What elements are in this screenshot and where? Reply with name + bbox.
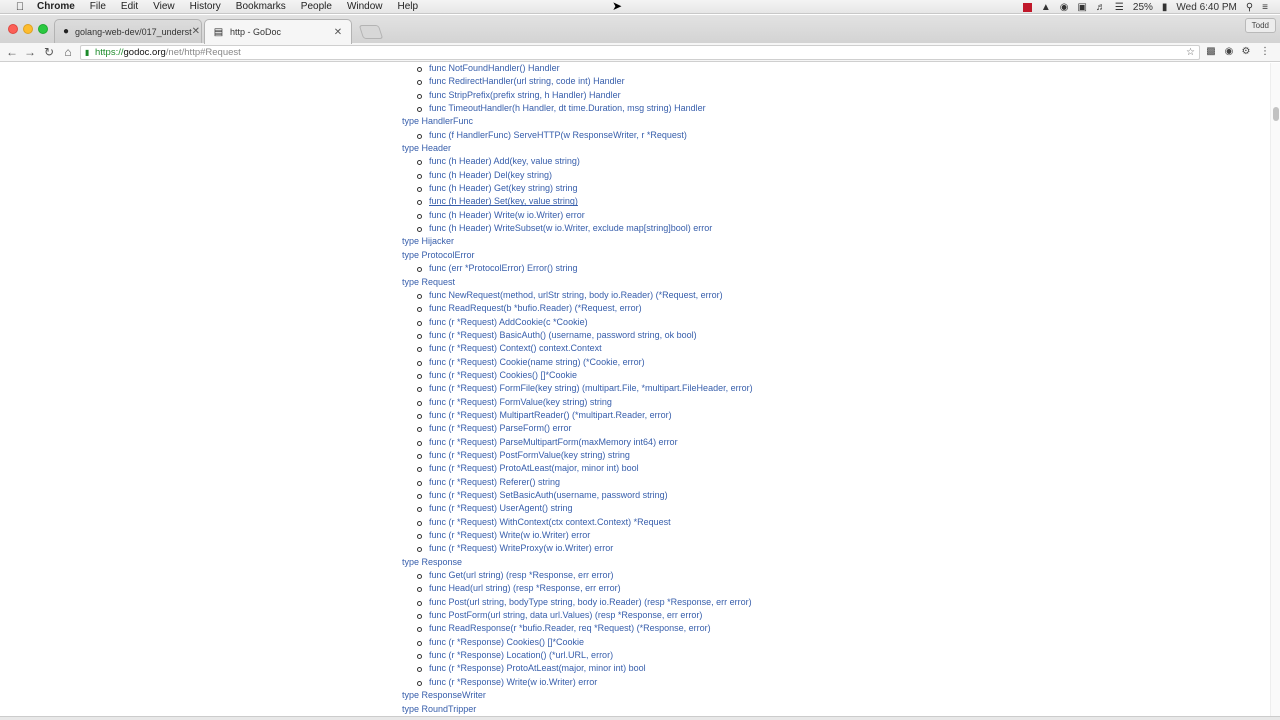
spotlight-icon[interactable]: ⚲ [1245, 1, 1254, 13]
window-bottom-edge [0, 716, 1280, 720]
address-bar[interactable] [80, 45, 1200, 60]
index-func-link[interactable]: func NotFoundHandler() Handler [402, 62, 753, 75]
menu-file[interactable]: File [89, 1, 106, 12]
godoc-icon: ▤ [213, 26, 224, 38]
url-host: godoc.org [123, 47, 166, 58]
menu-people[interactable]: People [300, 1, 332, 12]
tab-title: http - GoDoc [230, 27, 282, 37]
menu-bar [0, 0, 1280, 14]
index-type-link[interactable]: type HandlerFunc [402, 116, 474, 127]
extension-icon[interactable]: ▩ [1206, 46, 1216, 57]
volume-icon[interactable]: ♬ [1095, 1, 1106, 13]
index-func-link[interactable]: func RedirectHandler(url string, code int) Handler [402, 75, 753, 88]
index-func-link[interactable]: func (r *Request) Referer() string [402, 476, 753, 489]
index-func-link[interactable]: func TimeoutHandler(h Handler, dt time.Duration, msg string) Handler [402, 102, 753, 115]
index-type-link[interactable]: type ResponseWriter [402, 690, 486, 701]
index-func-link[interactable]: func (r *Request) WriteProxy(w io.Writer) error [402, 542, 753, 555]
index-func-link[interactable]: func (h Header) Set(key, value string) [402, 195, 753, 208]
index-func-link[interactable]: func (r *Request) ProtoAtLeast(major, minor int) bool [402, 462, 753, 475]
index-func-link[interactable]: func (err *ProtocolError) Error() string [402, 262, 753, 275]
page-scrollbar[interactable] [1270, 63, 1280, 720]
index-func-link[interactable]: func (h Header) Write(w io.Writer) error [402, 209, 753, 222]
index-func-link[interactable]: func (h Header) Del(key string) [402, 169, 753, 182]
github-icon: ● [63, 26, 70, 37]
browser-toolbar [0, 43, 1280, 62]
menu-bookmarks[interactable]: Bookmarks [235, 1, 286, 12]
profile-button[interactable]: Todd [1245, 18, 1276, 33]
package-index [402, 62, 753, 716]
extension-record-icon[interactable]: ◉ [1224, 46, 1234, 57]
index-func-link[interactable]: func (h Header) Get(key string) string [402, 182, 753, 195]
new-tab-button[interactable] [359, 25, 384, 39]
index-func-link[interactable]: func ReadResponse(r *bufio.Reader, req *Request) (*Response, error) [402, 622, 753, 635]
index-type-link[interactable]: type Request [402, 276, 456, 287]
index-func-link[interactable]: func Post(url string, bodyType string, body io.Reader) (resp *Response, err error) [402, 596, 753, 609]
index-func-link[interactable]: func (r *Request) AddCookie(c *Cookie) [402, 316, 753, 329]
scroll-thumb[interactable] [1273, 107, 1279, 121]
mouse-cursor-icon: ➤ [612, 0, 623, 13]
index-func-link[interactable]: func (r *Response) Location() (*url.URL, error) [402, 649, 753, 662]
index-func-link[interactable]: func Head(url string) (resp *Response, err error) [402, 582, 753, 595]
status-area [1023, 0, 1268, 14]
page-content [0, 63, 1270, 720]
menu-app-name[interactable]: Chrome [37, 1, 75, 12]
bookmark-star-icon[interactable]: ☆ [1186, 47, 1195, 58]
menu-view[interactable]: View [153, 1, 175, 12]
index-func-link[interactable]: func (r *Request) SetBasicAuth(username, password string) [402, 489, 753, 502]
index-func-link[interactable]: func (r *Request) MultipartReader() (*multipart.Reader, error) [402, 409, 753, 422]
close-tab-icon[interactable]: ✕ [333, 26, 343, 38]
url-scheme: https:// [95, 47, 124, 58]
reload-icon[interactable]: ↻ [43, 45, 55, 59]
tab-godoc[interactable] [204, 19, 352, 44]
window-close-button[interactable] [8, 24, 18, 34]
index-func-link[interactable]: func (h Header) WriteSubset(w io.Writer, exclude map[string]bool) error [402, 222, 753, 235]
index-func-link[interactable]: func (r *Response) Cookies() []*Cookie [402, 636, 753, 649]
close-tab-icon[interactable]: ✕ [191, 26, 201, 37]
index-type-link[interactable]: type Hijacker [402, 236, 455, 247]
index-func-link[interactable]: func (r *Request) PostFormValue(key string) string [402, 449, 753, 462]
home-icon[interactable]: ⌂ [64, 45, 72, 59]
forward-arrow-icon[interactable]: → [24, 45, 36, 59]
index-func-link[interactable]: func (r *Request) Write(w io.Writer) error [402, 529, 753, 542]
index-func-link[interactable]: func (r *Request) WithContext(ctx context.Context) *Request [402, 516, 753, 529]
menu-window[interactable]: Window [346, 1, 383, 12]
index-func-link[interactable]: func ReadRequest(b *bufio.Reader) (*Request, error) [402, 302, 753, 315]
notification-center-icon[interactable]: ≡ [1262, 1, 1268, 13]
index-func-link[interactable]: func (r *Request) BasicAuth() (username, password string, ok bool) [402, 329, 753, 342]
apple-icon[interactable] [13, 1, 27, 13]
battery-percent[interactable]: 25% [1132, 1, 1153, 13]
clock[interactable]: Wed 6:40 PM [1176, 1, 1237, 13]
index-type-link[interactable]: type RoundTripper [402, 703, 477, 714]
tab-title: golang-web-dev/017_underst [75, 26, 192, 37]
index-func-link[interactable]: func (r *Request) Cookie(name string) (*Cookie, error) [402, 356, 753, 369]
index-func-link[interactable]: func (r *Request) ParseForm() error [402, 422, 753, 435]
lock-icon[interactable]: ▮ [85, 48, 90, 57]
tab-strip [0, 15, 1280, 43]
menu-edit[interactable]: Edit [120, 1, 139, 12]
index-func-link[interactable]: func (r *Request) UserAgent() string [402, 502, 753, 515]
back-arrow-icon[interactable]: ← [6, 45, 18, 59]
index-func-link[interactable]: func (r *Response) ProtoAtLeast(major, minor int) bool [402, 662, 753, 675]
index-type-link[interactable]: type ProtocolError [402, 249, 475, 260]
menu-help[interactable]: Help [397, 1, 419, 12]
index-func-link[interactable]: func (r *Response) Write(w io.Writer) error [402, 676, 753, 689]
index-func-link[interactable]: func (h Header) Add(key, value string) [402, 155, 753, 168]
index-type-link[interactable]: type Response [402, 556, 463, 567]
chrome-menu-icon[interactable]: ⋮ [1260, 46, 1270, 57]
index-func-link[interactable]: func (r *Request) FormFile(key string) (multipart.File, *multipart.FileHeader, error) [402, 382, 753, 395]
index-func-link[interactable]: func Get(url string) (resp *Response, err error) [402, 569, 753, 582]
battery-icon[interactable]: ▮ [1161, 1, 1168, 13]
index-func-link[interactable]: func (r *Request) Context() context.Context [402, 342, 753, 355]
index-func-link[interactable]: func NewRequest(method, urlStr string, body io.Reader) (*Request, error) [402, 289, 753, 302]
index-func-link[interactable]: func StripPrefix(prefix string, h Handler) Handler [402, 89, 753, 102]
menu-history[interactable]: History [189, 1, 221, 12]
index-type-link[interactable]: type Header [402, 143, 452, 154]
window-minimize-button[interactable] [23, 24, 33, 34]
index-func-link[interactable]: func (r *Request) ParseMultipartForm(maxMemory int64) error [402, 436, 753, 449]
wifi-icon[interactable]: ☰ [1114, 1, 1124, 13]
index-func-link[interactable]: func (r *Request) FormValue(key string) string [402, 396, 753, 409]
drive-icon[interactable]: ▲ [1040, 1, 1051, 13]
display-icon[interactable]: ▣ [1077, 1, 1087, 13]
url-path: /net/http#Request [165, 47, 241, 58]
extension-tool-icon[interactable]: ⚙ [1241, 46, 1251, 57]
recording-icon[interactable] [1023, 3, 1032, 12]
tab-github[interactable] [54, 19, 202, 43]
index-func-link[interactable]: func (f HandlerFunc) ServeHTTP(w ResponseWriter, r *Request) [402, 129, 753, 142]
index-func-link[interactable]: func PostForm(url string, data url.Values) (resp *Response, err error) [402, 609, 753, 622]
index-func-link[interactable]: func (r *Request) Cookies() []*Cookie [402, 369, 753, 382]
window-zoom-button[interactable] [38, 24, 48, 34]
shield-icon[interactable]: ◉ [1059, 1, 1069, 13]
